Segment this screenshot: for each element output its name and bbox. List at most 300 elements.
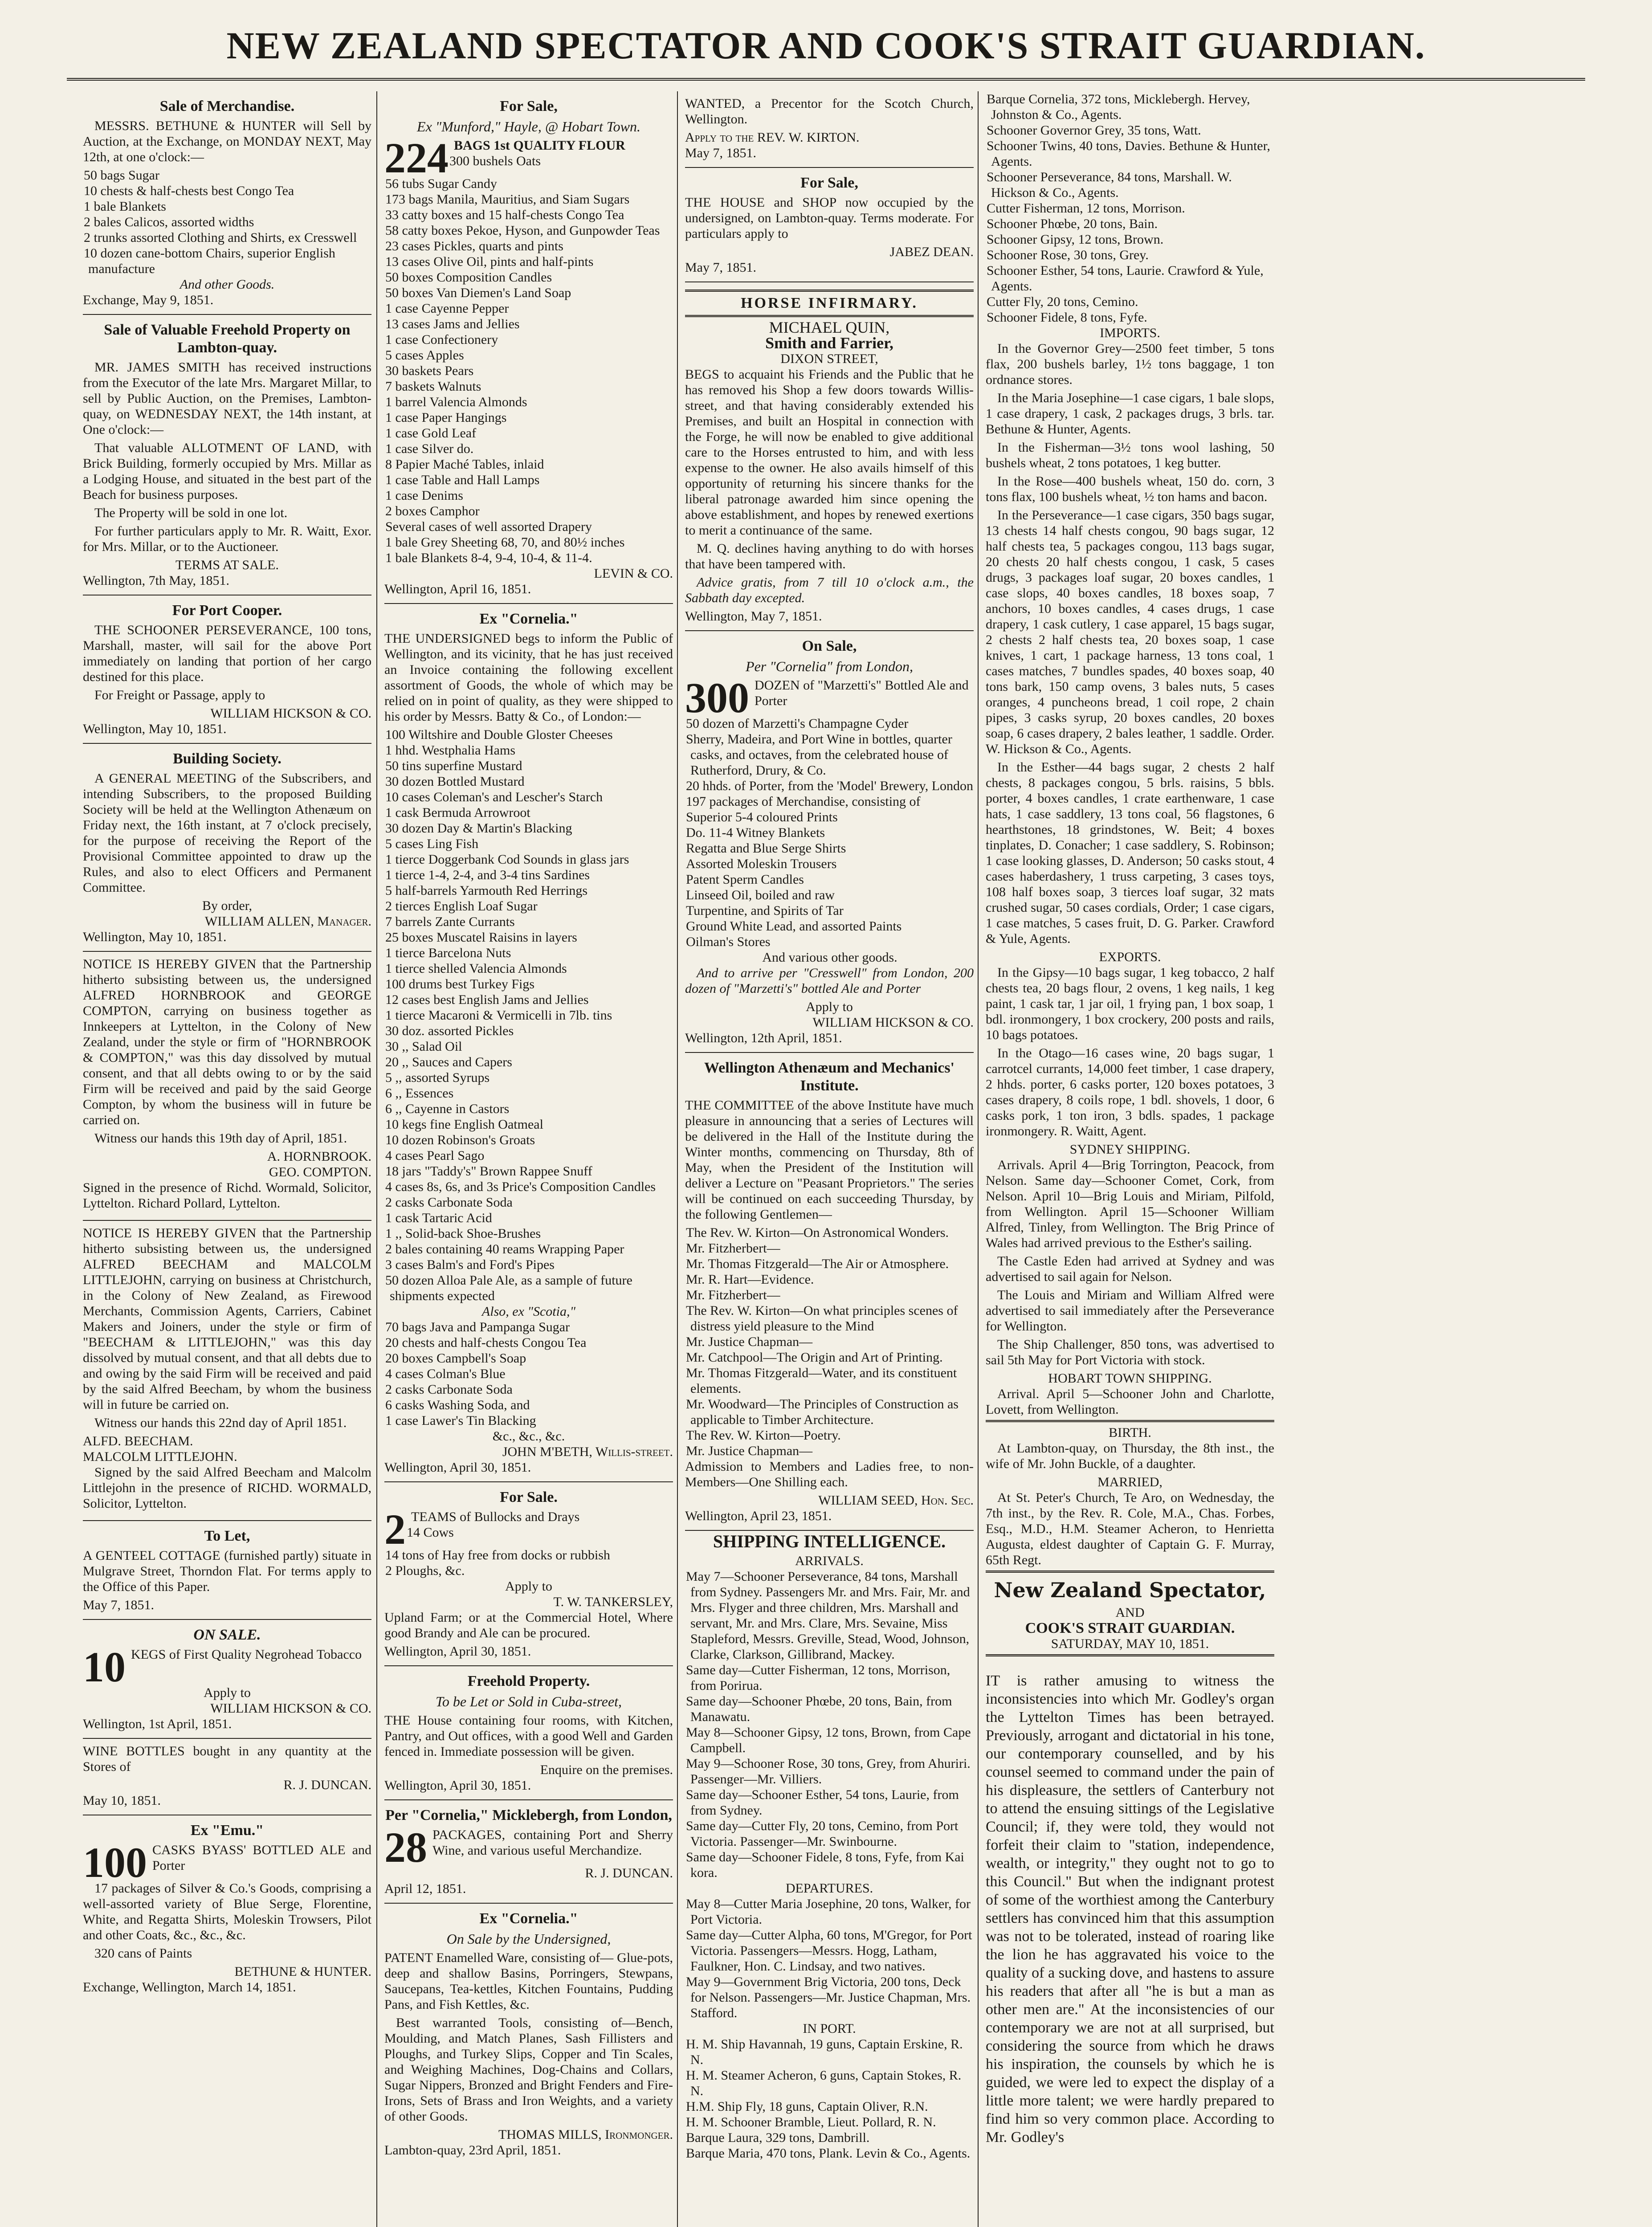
ad-big-number: 100 bbox=[83, 1839, 147, 1886]
import-entry: In the Fisherman—3½ tons wool lashing, 50 bushels wheat, 2 tons potatoes, 1 keg butter. bbox=[986, 440, 1274, 470]
list-item: 1 case Cayenne Pepper bbox=[385, 301, 509, 316]
ad-signer: R. J. DUNCAN. bbox=[283, 1778, 371, 1792]
divider bbox=[986, 1570, 1274, 1573]
list-item: Regatta and Blue Serge Shirts bbox=[686, 841, 846, 856]
list-item: Mr. Thomas Fitzgerald—The Air or Atmosphere. bbox=[686, 1256, 949, 1271]
list-item: 14 tons of Hay free from docks or rubbish bbox=[385, 1548, 610, 1562]
list-item: 20 ,, Sauces and Capers bbox=[385, 1055, 512, 1069]
list-item: 1 barrel Valencia Almonds bbox=[385, 395, 527, 409]
list-item: 5 ,, assorted Syrups bbox=[385, 1070, 490, 1085]
list-item: 1 case Denims bbox=[385, 488, 463, 503]
news-paragraph: The Louis and Miriam and William Alfred were advertised to sail immediately after the Perseverance for Wellington. bbox=[986, 1288, 1274, 1334]
ad-signer: A. HORNBROOK. bbox=[267, 1149, 371, 1164]
page-columns bbox=[76, 91, 1572, 2227]
list-item: 2 trunks assorted Clothing and Shirts, ex Cresswell bbox=[84, 230, 357, 245]
ad-tail: And other Goods. bbox=[179, 277, 275, 292]
ad-heading: Ex "Emu." bbox=[190, 1822, 264, 1839]
list-item: 5 cases Apples bbox=[385, 348, 464, 363]
list-item: 33 catty boxes and 15 half-chests Congo Tea bbox=[385, 208, 624, 222]
column-3 bbox=[677, 91, 981, 2227]
ad-body: 320 cans of Paints bbox=[94, 1946, 192, 1961]
list-item: 50 dozen Alloa Pale Ale, as a sample of future shipments expected bbox=[385, 1273, 632, 1303]
ad-apply: Apply to bbox=[505, 1579, 552, 1594]
list-item: 1 case Lawer's Tin Blacking bbox=[385, 1413, 536, 1428]
list-item: 10 chests & half-chests best Congo Tea bbox=[84, 184, 294, 198]
editorial-masthead-and: AND bbox=[1115, 1605, 1145, 1620]
ad-witness: Signed in the presence of Richd. Wormald, Solicitor, Lyttelton. Richard Pollard, Lyttelton. bbox=[83, 1180, 371, 1211]
ad-body: A GENERAL MEETING of the Subscribers, and intending Subscribers, to the proposed Building Society will be held at the Wellington Athenæum on Friday next, the 16th instant, at 7 o'clock precisely, for the purpose of receiving the Report of the Provisional Committee appointed to draw up the Rules, and also to elect Officers and Permanent Committee. bbox=[83, 771, 371, 895]
list-item: 2 bales containing 40 reams Wrapping Paper bbox=[385, 1242, 624, 1256]
ad-body: M. Q. declines having anything to do with horses that have been tampered with. bbox=[685, 541, 974, 571]
ad-big-number: 10 bbox=[83, 1643, 126, 1691]
ad-big-number: 224 bbox=[384, 134, 449, 182]
ad-lead: DOZEN of "Marzetti's" Bottled Ale and Porter bbox=[755, 678, 969, 708]
list-item: 5 half-barrels Yarmouth Red Herrings bbox=[385, 883, 588, 898]
ad-body: Best warranted Tools, consisting of—Bench, Moulding, and Match Planes, Sash Fillisters and Ploughs, and Turkey Slips, Copper and Tin Scales, and Weighing Machines, Dog-Chains and Collars, Sugar Nippers, Bronzed and Bright Fenders and Fire-Irons, Sets of Brass and Iron Weights, and a variety of other Goods. bbox=[384, 2015, 673, 2124]
list-item: 10 kegs fine English Oatmeal bbox=[385, 1117, 543, 1132]
list-item: 14 Cows bbox=[407, 1525, 454, 1540]
list-item: Barque Laura, 329 tons, Dambrill. bbox=[686, 2130, 870, 2145]
list-item: 50 bags Sugar bbox=[84, 168, 159, 183]
list-item: The Rev. W. Kirton—On Astronomical Wonders. bbox=[686, 1225, 949, 1240]
ad-heading: Sale of Valuable Freehold Property on Lambton-quay. bbox=[104, 322, 351, 356]
masthead-title: NEW ZEALAND SPECTATOR AND COOK'S STRAIT GUARDIAN. bbox=[226, 24, 1426, 67]
divider bbox=[685, 315, 974, 317]
ad-body: THE COMMITTEE of the above Institute have much pleasure in announcing that a series of Lectures will be delivered in the Hall of the Institute during the Winter months, commencing on Thursday, 8th of May, when the President of the Institution will deliver a Lecture on "Peasant Proprietors." The series will be continued on each succeeding Thursday, by the following Gentlemen— bbox=[685, 1098, 974, 1222]
ad-big-number: 300 bbox=[685, 674, 749, 722]
list-item: 13 cases Olive Oil, pints and half-pints bbox=[385, 254, 594, 269]
list-item: Schooner Esther, 54 tons, Laurie. Crawford & Yule, Agents. bbox=[987, 263, 1264, 294]
ad-by-order: By order, bbox=[202, 898, 253, 913]
list-item: 2 boxes Camphor bbox=[385, 504, 480, 518]
list-item: 6 casks Washing Soda, and bbox=[385, 1398, 530, 1412]
list-item: 1 bale Grey Sheeting 68, 70, and 80½ inches bbox=[385, 535, 625, 550]
list-item: May 9—Government Brig Victoria, 200 tons, Deck for Nelson. Passengers—Mr. Justice Chapman, Mrs. Stafford. bbox=[686, 1974, 971, 2020]
subsection-label: ARRIVALS. bbox=[795, 1554, 864, 1568]
list-item: 300 bushels Oats bbox=[449, 154, 541, 168]
ad-sale-of-merchandise bbox=[83, 91, 371, 315]
list-item: 1 tierce 1-4, 2-4, and 3-4 tins Sardines bbox=[385, 868, 590, 882]
ad-body: NOTICE IS HEREBY GIVEN that the Partnership hitherto subsisting between us, the undersigned ALFRED BEECHAM and MALCOLM LITTLEJOHN, carrying on business at Christchurch, in the Colony of New Zealand, as Firewood Merchants, Commission Agents, Carriers, Cabinet Makers and Joiners, under the style or firm of "BEECHAM & LITTLEJOHN," was this day dissolved by mutual consent, and that all debts due to and owing by the said Firm will be received and paid by the said Alfred Beecham, by whom the business will in future be carried on. bbox=[83, 1226, 371, 1412]
ad-heading: For Sale, bbox=[500, 98, 558, 114]
ad-on-sale-tobacco bbox=[83, 1620, 371, 1739]
ad-signer: THOMAS MILLS, Ironmonger. bbox=[498, 2127, 673, 2142]
list-item: H. M. Ship Havannah, 19 guns, Captain Erskine, R. N. bbox=[686, 2037, 963, 2067]
list-item: H.M. Ship Fly, 18 guns, Captain Oliver, R.N. bbox=[686, 2099, 928, 2114]
ad-heading: HORSE INFIRMARY. bbox=[741, 295, 918, 311]
ad-body: PACKAGES, containing Port and Sherry Wine, and various useful Merchandize. bbox=[432, 1827, 673, 1858]
import-entry: In the Perseverance—1 case cigars, 350 bags sugar, 13 chests 14 half chests congou, 90 bags sugar, 12 half chests tea, 5 packages congou, 113 bags sugar, 20 chests 20 half chests congou, 1 cask, 5 cases drugs, 3 packages loaf sugar, 20 boxes candles, 1 case slops, 40 boxes candles, 18 boxes soap, 7 anchors, 10 boxes candles, 4 cases drugs, 1 case drapery, 1 cask cutlery, 1 case apparel, 15 bags sugar, 2 chests 2 half chests tea, 20 boxes soap, 1 case knives, 1 cart, 1 package harness, 13 tons coal, 1 cases matches, 7 bundles spades, 40 boxes soap, 40 tons bark, 150 camp ovens, 3 bales nuts, 5 cases oranges, 4 puncheons bread, 1 coil rope, 2 chain pipes, 3 casks syrup, 20 boxes candles, 20 boxes soap, 6 cases drapery, 2 bales leather, 1 saddle. Order. W. Hickson & Co., Agents. bbox=[986, 508, 1274, 756]
ad-building-society bbox=[83, 744, 371, 952]
ad-date: Wellington, April 30, 1851. bbox=[384, 1778, 531, 1793]
list-item: 5 cases Ling Fish bbox=[385, 836, 479, 851]
list-item: 13 cases Jams and Jellies bbox=[385, 317, 520, 331]
list-item: 197 packages of Merchandise, consisting of bbox=[686, 794, 921, 809]
list-item: Linseed Oil, boiled and raw bbox=[686, 888, 835, 902]
list-item: 18 jars "Taddy's" Brown Rappee Snuff bbox=[385, 1164, 592, 1179]
ad-heading: Building Society. bbox=[173, 750, 281, 767]
ad-date: May 7, 1851. bbox=[685, 260, 756, 275]
ad-for-sale-teams bbox=[384, 1482, 673, 1666]
editorial-masthead-subtitle: COOK'S STRAIT GUARDIAN. bbox=[1025, 1620, 1235, 1636]
list-item: 25 boxes Muscatel Raisins in layers bbox=[385, 930, 577, 945]
ad-body: For Freight or Passage, apply to bbox=[94, 688, 265, 702]
list-item: Schooner Gipsy, 12 tons, Brown. bbox=[987, 232, 1164, 247]
list-item: 50 boxes Van Diemen's Land Soap bbox=[385, 286, 571, 300]
list-item: 1 cask Bermuda Arrowroot bbox=[385, 805, 530, 820]
ad-signer: WILLIAM HICKSON & CO. bbox=[812, 1015, 974, 1030]
export-entry: In the Otago—16 cases wine, 20 bags sugar, 1 carrotcel currants, 14,000 feet timber, 1 case drapery, 2 hhds. porter, 6 casks porter, 120 boxes potatoes, 3 cases drapery, 8 coils rope, 1 bdl. shovels, 1 door, 6 casks pork, 1 ton iron, 3 bdls. spades, 1 package ironmongery. R. Waitt, Agent. bbox=[986, 1046, 1274, 1138]
list-item: 50 tins superfine Mustard bbox=[385, 759, 522, 773]
ad-body: WANTED, a Precentor for the Scotch Church, Wellington. bbox=[685, 96, 974, 126]
list-item: 10 dozen Robinson's Groats bbox=[385, 1133, 535, 1147]
list-item: 50 dozen of Marzetti's Champagne Cyder bbox=[686, 716, 909, 731]
list-item: 2 casks Carbonate Soda bbox=[385, 1382, 513, 1397]
ad-also: Also, ex "Scotia," bbox=[481, 1304, 576, 1319]
ad-apply: Apply to bbox=[806, 999, 853, 1014]
ad-body: Witness our hands this 19th day of April, 1851. bbox=[94, 1131, 347, 1146]
ad-subheading: On Sale by the Undersigned, bbox=[446, 1931, 611, 1947]
list-item: 1 cask Tartaric Acid bbox=[385, 1211, 492, 1225]
ad-subheading: Ex "Munford," Hayle, @ Hobart Town. bbox=[417, 118, 640, 135]
ad-terms: TERMS AT SALE. bbox=[175, 558, 279, 572]
ad-body: MESSRS. BETHUNE & HUNTER will Sell by Auction, at the Exchange, on MONDAY NEXT, May 12th, at one o'clock:— bbox=[83, 118, 371, 164]
ad-date: Wellington, May 7, 1851. bbox=[685, 609, 822, 624]
ad-body: CASKS BYASS' BOTTLED ALE and Porter bbox=[152, 1843, 371, 1873]
ad-date: May 7, 1851. bbox=[685, 146, 756, 160]
list-item: 4 cases Colman's Blue bbox=[385, 1366, 506, 1381]
ad-ex-cornelia-mbeth bbox=[384, 604, 673, 1482]
list-item: 56 tubs Sugar Candy bbox=[385, 176, 497, 191]
ad-signer: BETHUNE & HUNTER. bbox=[234, 1964, 371, 1979]
masthead-rule bbox=[67, 78, 1585, 81]
list-item: May 8—Cutter Maria Josephine, 20 tons, Walker, for Port Victoria. bbox=[686, 1897, 971, 1927]
list-item: Schooner Perseverance, 84 tons, Marshall. W. Hickson & Co., Agents. bbox=[987, 170, 1232, 200]
list-item: 20 hhds. of Porter, from the 'Model' Brewery, London bbox=[686, 779, 974, 793]
list-item: Same day—Schooner Phœbe, 20 tons, Bain, from Manawatu. bbox=[686, 1694, 952, 1724]
editorial-text: IT is rather amusing to witness the inconsistencies into which Mr. Godley's organ the Lyttelton Times has been betrayed. Previously, arrogant and dictatorial in his tone, our contemporary counselled, and by his counsel seemed to command under the pain of his displeasure, the settlers of Canterbury not to attend the ensuing sittings of the Legislative Council; if, they were told, they would not forfeit their claim to "station, independence, wealth, or integrity," they ought not to go to this Council." But when the indignant protest of some of the worthiest among the Canterbury settlers has convinced him that this assumption was not to be tolerated, instead of roaring like the lion he has aggravated his voice to the quality of a sucking dove, and hastens to assure his readers that after all "he is but a man as other men are." At the inconsistencies of our contemporary we are not at all surprised, but considering the source from which he draws his inspiration, the counsels by which he is guided, we were led to expect the display of a little more talent; we were hardly prepared to find him so very common place. According to Mr. Godley's bbox=[986, 1672, 1274, 2145]
list-item: Mr. Justice Chapman— bbox=[686, 1334, 813, 1349]
list-item: May 7—Schooner Perseverance, 84 tons, Marshall from Sydney. Passengers Mr. and Mrs. Fair, Mr. and Mrs. Flyger and three children, Mrs. Marshall and servant, Mr. and Mrs. Clare, Mrs. Sevaine, Miss Stapleford, Messrs. Greville, Stead, Wood, Johnson, Clarke, Clarkson, Gillibrand, Mackey. bbox=[686, 1569, 970, 1662]
ad-date: Wellington, April 16, 1851. bbox=[384, 582, 531, 596]
list-item: 1 tierce Macaroni & Vermicelli in 7lb. tins bbox=[385, 1008, 612, 1023]
section-heading: SHIPPING INTELLIGENCE. bbox=[713, 1531, 946, 1551]
subsection-label: SYDNEY SHIPPING. bbox=[1069, 1142, 1191, 1157]
ad-signer: WILLIAM HICKSON & CO. bbox=[210, 706, 371, 721]
ad-body: THE UNDERSIGNED begs to inform the Public of Wellington, and its vicinity, that he has just received an Invoice containing the following excellent assortment of Goods, the whole of which may be relied on in point of quality, as they were shipped to his order by Messrs. Batty & Co., of London:— bbox=[384, 631, 673, 724]
list-item: 2 casks Carbonate Soda bbox=[385, 1195, 513, 1210]
ad-subheading: Per "Cornelia" from London, bbox=[746, 658, 913, 674]
list-item: H. M. Schooner Bramble, Lieut. Pollard, R. N. bbox=[686, 2115, 936, 2129]
news-paragraph: Arrivals. April 4—Brig Torrington, Peacock, from Nelson. Same day—Schooner Comet, Cork, from Nelson. April 10—Brig Louis and Miriam, Pilfold, from Wellington. April 15—Schooner William Alfred, Tinley, from Wellington. The Brig Prince of Wales had arrived previous to the Esther's sailing. bbox=[986, 1158, 1274, 1250]
list-item: Mr. Thomas Fitzgerald—Water, and its constituent elements. bbox=[686, 1366, 957, 1396]
ad-heading: Sale of Merchandise. bbox=[159, 98, 295, 114]
divider bbox=[986, 1420, 1274, 1422]
import-entry: In the Governor Grey—2500 feet timber, 5 tons flax, 200 bushels barley, 1½ tons baggage, 1 ton ordnance stores. bbox=[986, 341, 1274, 387]
news-paragraph: Arrival. April 5—Schooner John and Charlotte, Lovett, from Wellington. bbox=[986, 1387, 1274, 1417]
column-1 bbox=[76, 91, 379, 2227]
list-item: Mr. R. Hart—Evidence. bbox=[686, 1272, 814, 1287]
import-entry: In the Maria Josephine—1 case cigars, 1 bale slops, 1 case drapery, 1 cask, 2 packages drugs, 3 brls. tar. Bethune & Hunter, Agents. bbox=[986, 391, 1274, 436]
list-item: Same day—Schooner Esther, 54 tons, Laurie, from from Sydney. bbox=[686, 1787, 959, 1818]
list-item: Barque Maria, 470 tons, Plank. Levin & Co., Agents. bbox=[686, 2146, 971, 2161]
list-item: Schooner Phœbe, 20 tons, Bain. bbox=[987, 216, 1158, 231]
list-item: 12 cases best English Jams and Jellies bbox=[385, 992, 589, 1007]
ad-date: Wellington, April 23, 1851. bbox=[685, 1509, 832, 1523]
ad-lead: BAGS 1st QUALITY FLOUR bbox=[454, 138, 625, 153]
news-paragraph: At Lambton-quay, on Thursday, the 8th inst., the wife of Mr. John Buckle, of a daughter. bbox=[986, 1441, 1274, 1471]
ad-freehold-cuba-street bbox=[384, 1666, 673, 1800]
subsection-label: IMPORTS. bbox=[1100, 326, 1160, 340]
ad-date: Exchange, May 9, 1851. bbox=[83, 293, 214, 307]
ad-notice-beecham bbox=[83, 1221, 371, 1521]
list-item: 100 drums best Turkey Figs bbox=[385, 977, 535, 991]
list-item: 8 Papier Maché Tables, inlaid bbox=[385, 457, 544, 472]
list-item: Cutter Fly, 20 tons, Cemino. bbox=[987, 294, 1138, 309]
list-item: Same day—Schooner Fidele, 8 tons, Fyfe, from Kai kora. bbox=[686, 1850, 964, 1880]
ad-body: TEAMS of Bullocks and Drays bbox=[411, 1509, 580, 1524]
column-2 bbox=[376, 91, 680, 2227]
ad-body: For further particulars apply to Mr. R. Waitt, Exor. for Mrs. Millar, or to the Auctioneer. bbox=[83, 524, 371, 554]
list-item: 30 dozen Bottled Mustard bbox=[385, 774, 525, 789]
ad-signer: JOHN M'BETH, Willis-street. bbox=[502, 1444, 673, 1459]
ad-freehold-property bbox=[83, 315, 371, 595]
list-item: Turpentine, and Spirits of Tar bbox=[686, 903, 844, 918]
ad-heading: For Port Cooper. bbox=[172, 602, 282, 619]
ad-heading: Freehold Property. bbox=[467, 1673, 590, 1689]
list-item: Oilman's Stores bbox=[686, 934, 771, 949]
ad-body: Admission to Members and Ladies free, to non-Members—One Shilling each. bbox=[685, 1459, 974, 1489]
list-item: 7 baskets Walnuts bbox=[385, 379, 481, 394]
ad-body: BEGS to acquaint his Friends and the Public that he has removed his Shop a few doors towards Willis-street, and that having considerably extended his Premises, and built an Hospital in connection with the Forge, he will now be enabled to give additional care to the Horses entrusted to him, and with less expense to the owner. He also avails himself of this opportunity of returning his sincere thanks for the liberal patronage awarded him since opening the above establishment, and hopes by renewed exertions to merit a continuance of the same. bbox=[685, 367, 974, 538]
ad-signer: WILLIAM SEED, Hon. Sec. bbox=[818, 1493, 974, 1508]
list-item: 6 ,, Cayenne in Castors bbox=[385, 1101, 510, 1116]
subsection-label: IN PORT. bbox=[803, 2021, 856, 2036]
ad-body: NOTICE IS HEREBY GIVEN that the Partnership hitherto subsisting between us, the undersigned ALFRED HORNBROOK and GEORGE COMPTON, carrying on business together as Innkeepers at Lyttelton, in the Colony of New Zealand, under the style or firm of "HORNBROOK & COMPTON," was this day dissolved by mutual consent, and that all debts owing to or by the said Firm will be received and paid by the said George Compton, by whom the business will in future be carried on. bbox=[83, 957, 371, 1127]
divider bbox=[986, 1654, 1274, 1656]
list-item: 10 cases Coleman's and Lescher's Starch bbox=[385, 790, 603, 804]
ad-date: Wellington, 1st April, 1851. bbox=[83, 1717, 232, 1731]
list-item: 1 bale Blankets 8-4, 9-4, 10-4, & 11-4. bbox=[385, 551, 592, 565]
ad-subheading: To be Let or Sold in Cuba-street, bbox=[435, 1693, 622, 1709]
ad-name: MICHAEL QUIN, bbox=[769, 318, 890, 336]
ad-date: Exchange, Wellington, March 14, 1851. bbox=[83, 1980, 296, 1995]
list-item: 2 tierces English Loaf Sugar bbox=[385, 899, 538, 914]
ad-heading: Wellington Athenæum and Mechanics' Institute. bbox=[704, 1060, 954, 1094]
ad-port-cooper bbox=[83, 595, 371, 744]
list-item: 1 case Confectionery bbox=[385, 332, 498, 347]
ad-body: Apply to the REV. W. KIRTON. bbox=[685, 130, 860, 145]
subsection-label: DEPARTURES. bbox=[785, 1881, 873, 1896]
list-item: 4 cases 8s, 6s, and 3s Price's Composition Candles bbox=[385, 1179, 656, 1194]
ad-body: THE HOUSE and SHOP now occupied by the undersigned, on Lambton-quay. Terms moderate. For particulars apply to bbox=[685, 195, 974, 241]
list-item: Same day—Cutter Fly, 20 tons, Cemino, from Port Victoria. Passenger—Mr. Swinbourne. bbox=[686, 1819, 959, 1849]
list-item: Mr. Fitzherbert— bbox=[686, 1288, 780, 1302]
list-item: 2 Ploughs, &c. bbox=[385, 1563, 465, 1578]
list-item: 70 bags Java and Pampanga Sugar bbox=[385, 1320, 570, 1334]
ad-date: Wellington, May 10, 1851. bbox=[83, 930, 227, 944]
list-item: 23 cases Pickles, quarts and pints bbox=[385, 239, 563, 253]
list-item: 2 bales Calicos, assorted widths bbox=[84, 215, 254, 229]
ad-house-shop bbox=[685, 168, 974, 282]
list-item: 58 catty boxes Pekoe, Hyson, and Gunpowder Teas bbox=[385, 223, 660, 238]
ad-heading: On Sale, bbox=[802, 638, 857, 654]
ad-date: Wellington, April 30, 1851. bbox=[384, 1460, 531, 1475]
ad-witness: Signed by the said Alfred Beecham and Malcolm Littlejohn in the presence of RICHD. WORMALD, Solicitor, Lyttelton. bbox=[83, 1465, 371, 1511]
ad-body: The Property will be sold in one lot. bbox=[94, 506, 288, 520]
ad-heading: Ex "Cornelia." bbox=[479, 1910, 578, 1927]
ad-street: DIXON STREET, bbox=[780, 351, 878, 366]
list-item: 3 cases Balm's and Ford's Pipes bbox=[385, 1257, 555, 1272]
import-entry: In the Esther—44 bags sugar, 2 chests 2 half chests, 8 packages congou, 5 brls. raisins, 5 bbls. porter, 4 boxes candles, 1 crate earthenware, 1 case hats, 1 case saddlery, 13 tons coal, 56 flagstones, 6 hearthstones, 18 grindstones, W. Beit; 4 boxes tinplates, D. Conacher; 1 case saddlery, S. Robinson; 1 case looking glasses, D. Anderson; 50 casks stout, 4 cases haberdashery, 1 truss carpeting, 3 cases toys, 108 half boxes soap, 3 tierces loaf sugar, 32 mats crushed sugar, 50 cases cordials, Order; 1 case cigars, 1 case matches, 5 cases fruit, D. G. Parker. Crawford & Yule, Agents. bbox=[986, 760, 1274, 946]
list-item: 1 tierce shelled Valencia Almonds bbox=[385, 961, 567, 976]
list-item: H. M. Steamer Acheron, 6 guns, Captain Stokes, R. N. bbox=[686, 2068, 962, 2098]
list-item: 30 dozen Day & Martin's Blacking bbox=[385, 821, 572, 836]
ad-notice-hornbrook bbox=[83, 952, 371, 1221]
in-port-continued bbox=[986, 91, 1274, 325]
list-item: Schooner Twins, 40 tons, Davies. Bethune & Hunter, Agents. bbox=[987, 139, 1270, 169]
subsection-label: BIRTH. bbox=[1109, 1425, 1151, 1440]
ad-heading: For Sale. bbox=[500, 1489, 558, 1505]
list-item: Schooner Rose, 30 tons, Grey. bbox=[987, 248, 1149, 262]
ad-date: Wellington, April 30, 1851. bbox=[384, 1644, 531, 1659]
ad-big-number: 2 bbox=[384, 1505, 406, 1553]
list-item: Sherry, Madeira, and Port Wine in bottles, quarter casks, and octaves, from the celebrated house of Rutherford, Drury, & Co. bbox=[686, 732, 952, 778]
list-item: May 8—Schooner Gipsy, 12 tons, Brown, from Cape Campbell. bbox=[686, 1725, 971, 1755]
ad-heading: Per "Cornelia," Micklebergh, from London, bbox=[385, 1807, 672, 1823]
list-item: Mr. Fitzherbert— bbox=[686, 1241, 780, 1256]
ad-signer: MALCOLM LITTLEJOHN. bbox=[83, 1449, 237, 1464]
ad-signer: JABEZ DEAN. bbox=[889, 245, 974, 259]
ad-horse-infirmary bbox=[685, 282, 974, 631]
list-item: 1 case Gold Leaf bbox=[385, 426, 477, 441]
ad-date: May 10, 1851. bbox=[83, 1793, 161, 1808]
list-item: 20 chests and half-chests Congou Tea bbox=[385, 1335, 587, 1350]
ad-date: Wellington, May 10, 1851. bbox=[83, 722, 227, 736]
list-item: Mr. Catchpool—The Origin and Art of Printing. bbox=[686, 1350, 943, 1365]
ad-signer: R. J. DUNCAN. bbox=[585, 1866, 673, 1880]
ad-body: And to arrive per "Cresswell" from London, 200 dozen of "Marzetti's" bottled Ale and Porter bbox=[685, 966, 974, 996]
ad-wanted-precentor bbox=[685, 91, 974, 168]
list-item: Same day—Cutter Alpha, 60 tons, M'Gregor, for Port Victoria. Passengers—Messrs. Hogg, Latham, Faulkner, Hon. C. Lindsay, and two natives. bbox=[686, 1928, 972, 1974]
import-entry: In the Rose—400 bushels wheat, 150 do. corn, 3 tons flax, 100 bushels wheat, ½ ton hams and bacon. bbox=[986, 474, 1274, 504]
ad-date: Wellington, 12th April, 1851. bbox=[685, 1031, 842, 1045]
ad-body: Advice gratis, from 7 till 10 o'clock a.m., the Sabbath day excepted. bbox=[685, 575, 974, 605]
ad-signer: LEVIN & CO. bbox=[594, 566, 673, 581]
ad-heading: ON SALE. bbox=[193, 1627, 261, 1643]
ad-body: PATENT Enamelled Ware, consisting of— Glue-pots, deep and shallow Basins, Porringers, Stewpans, Saucepans, Tea-kettles, Kitchen Fountains, Pudding Pans, and Fish Kettles, &c. bbox=[384, 1950, 673, 2012]
ad-big-number: 28 bbox=[384, 1823, 427, 1871]
list-item: 173 bags Manila, Mauritius, and Siam Sugars bbox=[385, 192, 630, 207]
export-entry: In the Gipsy—10 bags sugar, 1 keg tobacco, 2 half chests tea, 20 bags flour, 2 ovens, 1 keg nails, 1 keg paint, 1 cask tar, 1 jar oil, 1 frying pan, 1 box soap, 1 bdl. ironmongery, 1 box crockery, 200 posts and rails, 10 bags potatoes. bbox=[986, 965, 1274, 1042]
list-item: Cutter Fisherman, 12 tons, Morrison. bbox=[987, 201, 1185, 216]
list-item: 1 tierce Barcelona Nuts bbox=[385, 946, 511, 960]
list-item: The Rev. W. Kirton—Poetry. bbox=[686, 1428, 841, 1443]
list-item: And various other goods. bbox=[762, 950, 897, 965]
ad-body: That valuable ALLOTMENT OF LAND, with Brick Building, formerly occupied by Mrs. Millar as a Lodging House, and situated in the best part of the Beach for business purposes. bbox=[83, 441, 371, 502]
list-item: The Rev. W. Kirton—On what principles scenes of distress yield pleasure to the Mind bbox=[686, 1303, 958, 1334]
ad-signer: GEO. COMPTON. bbox=[269, 1165, 371, 1179]
list-item: 100 Wiltshire and Double Gloster Cheeses bbox=[385, 727, 613, 742]
list-item: 4 cases Pearl Sago bbox=[385, 1148, 485, 1163]
ad-per-cornelia-duncan bbox=[384, 1800, 673, 1904]
editorial-date: SATURDAY, MAY 10, 1851. bbox=[1051, 1636, 1209, 1651]
list-item: Mr. Justice Chapman— bbox=[686, 1444, 813, 1458]
ad-athenaeum bbox=[685, 1053, 974, 1531]
ad-for-sale-munford bbox=[384, 91, 673, 604]
ad-heading: To Let, bbox=[204, 1528, 250, 1544]
list-item: 10 dozen cane-bottom Chairs, superior English manufacture bbox=[84, 246, 335, 276]
ad-heading: For Sale, bbox=[800, 175, 858, 191]
subsection-label: MARRIED, bbox=[1097, 1475, 1163, 1489]
column-4 bbox=[978, 91, 1281, 2227]
ad-body: MR. JAMES SMITH has received instructions from the Executor of the late Mrs. Margaret Millar, to sell by Public Auction, on the Premises, Lambton-quay, on WEDNESDAY NEXT, the 14th instant, at One o'clock:— bbox=[83, 360, 371, 437]
ad-ex-cornelia-mills bbox=[384, 1904, 673, 2164]
list-item: 6 ,, Essences bbox=[385, 1086, 454, 1101]
list-item: 30 doz. assorted Pickles bbox=[385, 1024, 514, 1038]
list-item: Do. 11-4 Witney Blankets bbox=[686, 825, 825, 840]
list-item: 1 ,, Solid-back Shoe-Brushes bbox=[385, 1226, 541, 1241]
subsection-label: HOBART TOWN SHIPPING. bbox=[1048, 1371, 1212, 1386]
ad-signer: WILLIAM HICKSON & CO. bbox=[210, 1701, 371, 1716]
ad-signer: T. W. TANKERSLEY, bbox=[553, 1595, 673, 1609]
news-paragraph: At St. Peter's Church, Te Aro, on Wednesday, the 7th inst., by the Rev. R. Cole, M.A., Chas. Forbes, Esq., M.D., H.M. Steamer Acheron, to Henrietta Augusta, eldest daughter of Captain G. F. Murray, 65th Regt. bbox=[986, 1490, 1274, 1567]
news-paragraph: The Ship Challenger, 850 tons, was advertised to sail 5th May for Port Victoria with stock. bbox=[986, 1337, 1274, 1367]
ad-on-sale-marzetti bbox=[685, 631, 974, 1053]
ad-trade: Smith and Farrier, bbox=[765, 334, 893, 352]
list-item: Superior 5-4 coloured Prints bbox=[686, 810, 838, 824]
ad-apply: Apply to bbox=[204, 1685, 251, 1700]
list-item: 1 tierce Doggerbank Cod Sounds in glass jars bbox=[385, 852, 629, 867]
list-item: Patent Sperm Candles bbox=[686, 872, 804, 887]
ad-wine-bottles bbox=[83, 1739, 371, 1815]
subsection-label: EXPORTS. bbox=[1099, 950, 1161, 964]
ad-signer: WILLIAM ALLEN, Manager. bbox=[204, 914, 371, 929]
ad-body: KEGS of First Quality Negrohead Tobacco bbox=[131, 1647, 362, 1662]
ad-date: April 12, 1851. bbox=[384, 1881, 466, 1896]
list-item: 30 baskets Pears bbox=[385, 363, 474, 378]
list-item: Schooner Fidele, 8 tons, Fyfe. bbox=[987, 310, 1147, 325]
ad-body: Enquire on the premises. bbox=[540, 1762, 673, 1777]
list-item: 1 case Paper Hangings bbox=[385, 410, 507, 425]
ad-body: Upland Farm; or at the Commercial Hotel, Where good Brandy and Ale can be procured. bbox=[384, 1610, 673, 1640]
ad-body: Witness our hands this 22nd day of April 1851. bbox=[94, 1415, 347, 1430]
list-item: Schooner Governor Grey, 35 tons, Watt. bbox=[987, 123, 1201, 138]
list-item: 1 bale Blankets bbox=[84, 199, 166, 214]
ad-body: THE SCHOONER PERSEVERANCE, 100 tons, Marshall, master, will sail for the above Port immediately on landing that portion of her cargo destined for this place. bbox=[83, 623, 371, 684]
ad-to-let bbox=[83, 1521, 371, 1620]
list-item: 1 case Table and Hall Lamps bbox=[385, 473, 540, 487]
ad-ex-emu bbox=[83, 1815, 371, 2001]
list-item: Several cases of well assorted Drapery bbox=[385, 519, 592, 534]
ad-heading: Ex "Cornelia." bbox=[479, 611, 578, 627]
news-paragraph: The Castle Eden had arrived at Sydney and was advertised to sail again for Nelson. bbox=[986, 1254, 1274, 1284]
list-item: May 9—Schooner Rose, 30 tons, Grey, from Ahuriri. Passenger—Mr. Villiers. bbox=[686, 1756, 971, 1786]
ad-date: May 7, 1851. bbox=[83, 1598, 154, 1612]
ad-body: 17 packages of Silver & Co.'s Goods, comprising a well-assorted variety of Blue Serge, Florentine, White, and Regatta Shirts, Moleskin Trowsers, Pilot and other Coats, &c., &c., &c. bbox=[83, 1881, 371, 1942]
list-item: Same day—Cutter Fisherman, 12 tons, Morrison, from Porirua. bbox=[686, 1663, 950, 1693]
ad-body: WINE BOTTLES bought in any quantity at the Stores of bbox=[83, 1744, 371, 1774]
ad-date: Wellington, 7th May, 1851. bbox=[83, 573, 229, 588]
ad-etc: &c., &c., &c. bbox=[492, 1429, 565, 1444]
ad-body: THE House containing four rooms, with Kitchen, Pantry, and Out offices, with a good Well and Garden fenced in. Immediate possession will be given. bbox=[384, 1713, 673, 1759]
list-item: 30 ,, Salad Oil bbox=[385, 1039, 462, 1054]
list-item: Barque Cornelia, 372 tons, Micklebergh. Hervey, Johnston & Co., Agents. bbox=[987, 92, 1250, 122]
list-item: 50 boxes Composition Candles bbox=[385, 270, 552, 285]
list-item: Assorted Moleskin Trousers bbox=[686, 857, 837, 871]
ad-body: A GENTEEL COTTAGE (furnished partly) situate in Mulgrave Street, Thorndon Flat. For terms apply to the Office of this Paper. bbox=[83, 1548, 371, 1594]
list-item: Mr. Woodward—The Principles of Construction as applicable to Timber Architecture. bbox=[686, 1397, 959, 1427]
